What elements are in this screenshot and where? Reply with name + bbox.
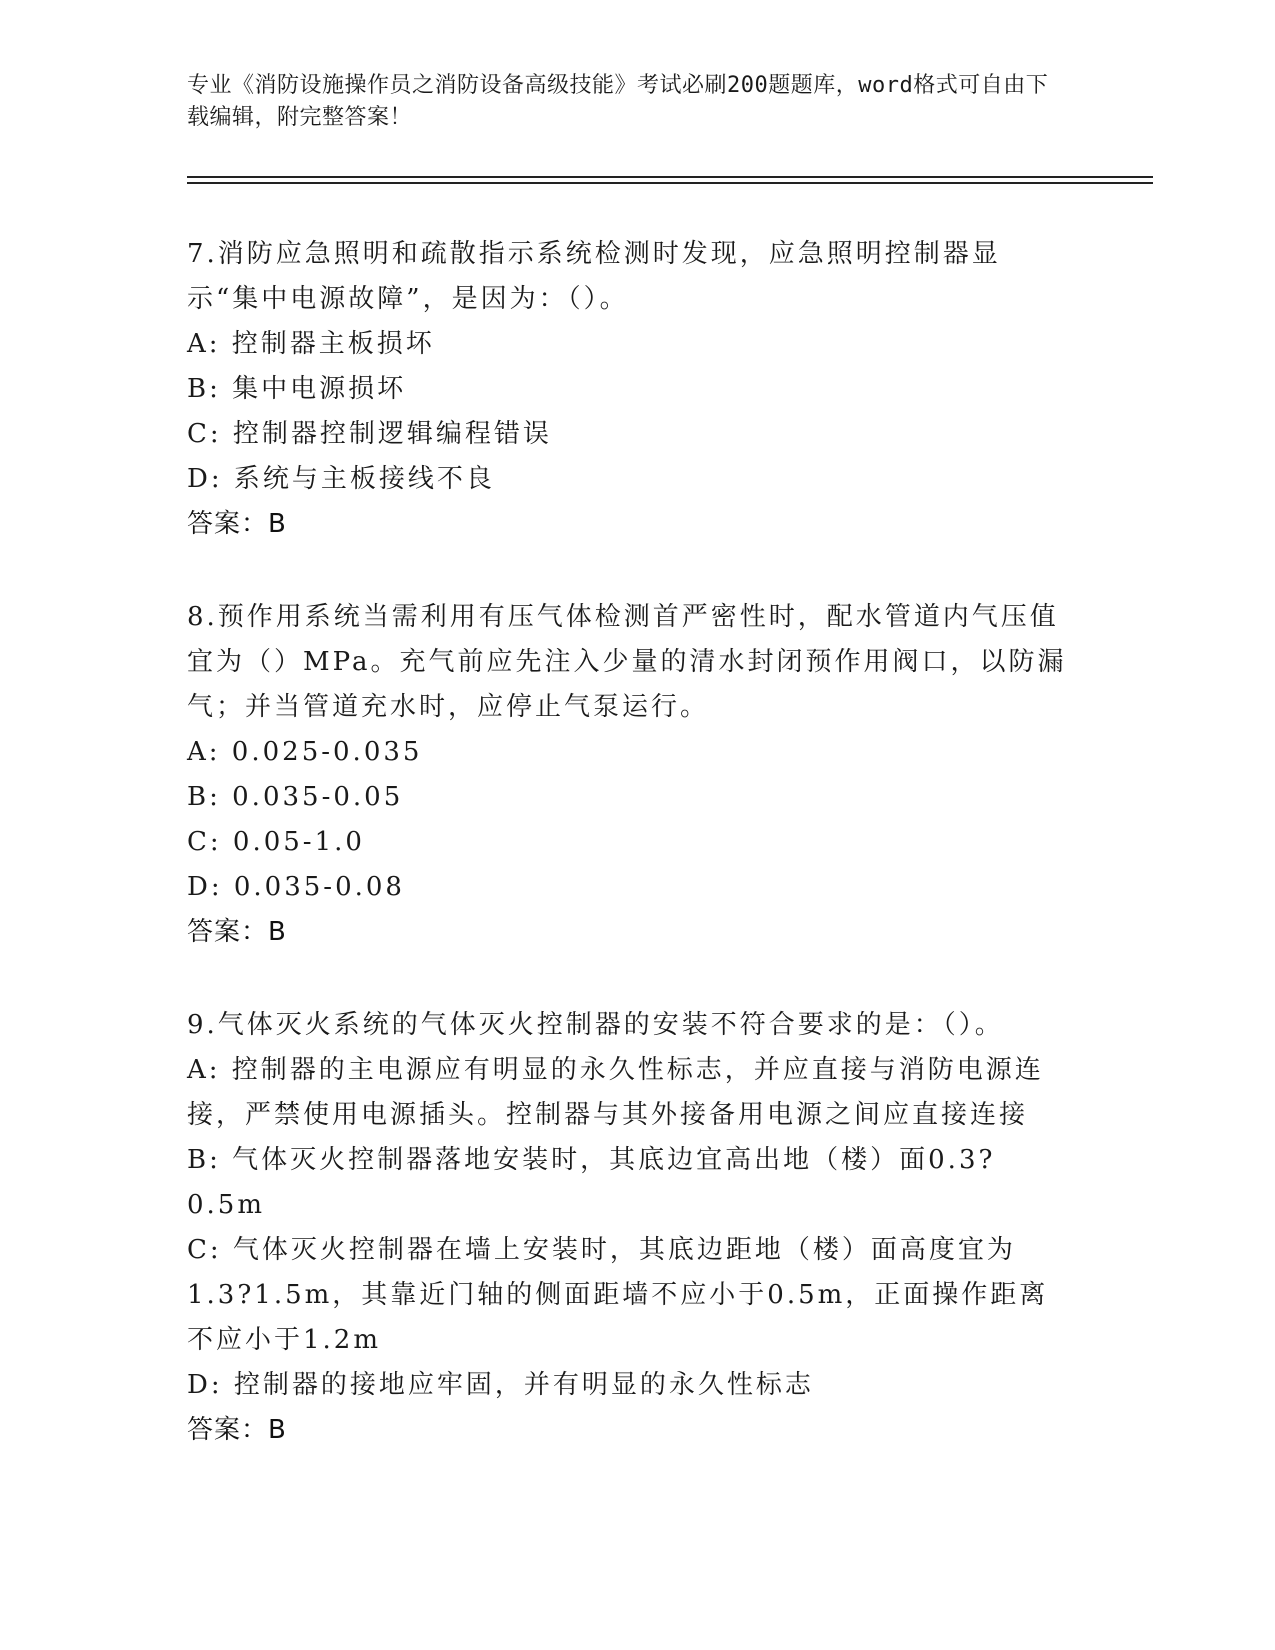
question-stem: 7.消防应急照明和疏散指示系统检测时发现，应急照明控制器显示“集中电源故障”，是因为：（）。 <box>187 239 1001 314</box>
option-d: D: 控制器的接地应牢固，并有明显的永久性标志 <box>187 1370 814 1400</box>
option-c: C: 控制器控制逻辑编程错误 <box>187 419 552 449</box>
option-c: C: 气体灭火控制器在墙上安装时，其底边距地（楼）面高度宜为1.3?1.5m，其靠近门轴的侧面距墙不应小于0.5m，正面操作距离不应小于1.2m <box>187 1235 1049 1355</box>
question-9 <box>187 1003 1067 1453</box>
question-stem: 8.预作用系统当需利用有压气体检测首严密性时，配水管道内气压值宜为（）MPa。充气前应先注入少量的清水封闭预作用阀口，以防漏气；并当管道充水时，应停止气泵运行。 <box>187 602 1067 722</box>
answer-line: 答案：B <box>187 917 287 947</box>
option-b: B: 0.035-0.05 <box>187 782 404 812</box>
header-divider-bottom <box>187 182 1153 184</box>
answer-line: 答案：B <box>187 1415 287 1445</box>
option-a: A: 控制器主板损坏 <box>187 329 435 359</box>
option-b: B: 气体灭火控制器落地安装时，其底边宜高出地（楼）面0.3?0.5m <box>187 1145 996 1220</box>
question-8 <box>187 595 1067 955</box>
document-header: 专业《消防设施操作员之消防设备高级技能》考试必刷200题题库，word格式可自由下载编辑，附完整答案！ <box>187 73 1049 130</box>
option-a: A: 0.025-0.035 <box>187 737 423 767</box>
option-c: C: 0.05-1.0 <box>187 827 365 857</box>
question-stem: 9.气体灭火系统的气体灭火控制器的安装不符合要求的是：（）。 <box>187 1010 1004 1040</box>
answer-line: 答案：B <box>187 509 287 539</box>
option-a: A: 控制器的主电源应有明显的永久性标志，并应直接与消防电源连接，严禁使用电源插头。控制器与其外接备用电源之间应直接连接 <box>187 1055 1044 1130</box>
option-d: D: 系统与主板接线不良 <box>187 464 495 494</box>
question-7 <box>187 232 1067 547</box>
option-b: B: 集中电源损坏 <box>187 374 407 404</box>
header-divider-top <box>187 176 1153 178</box>
option-d: D: 0.035-0.08 <box>187 872 405 902</box>
